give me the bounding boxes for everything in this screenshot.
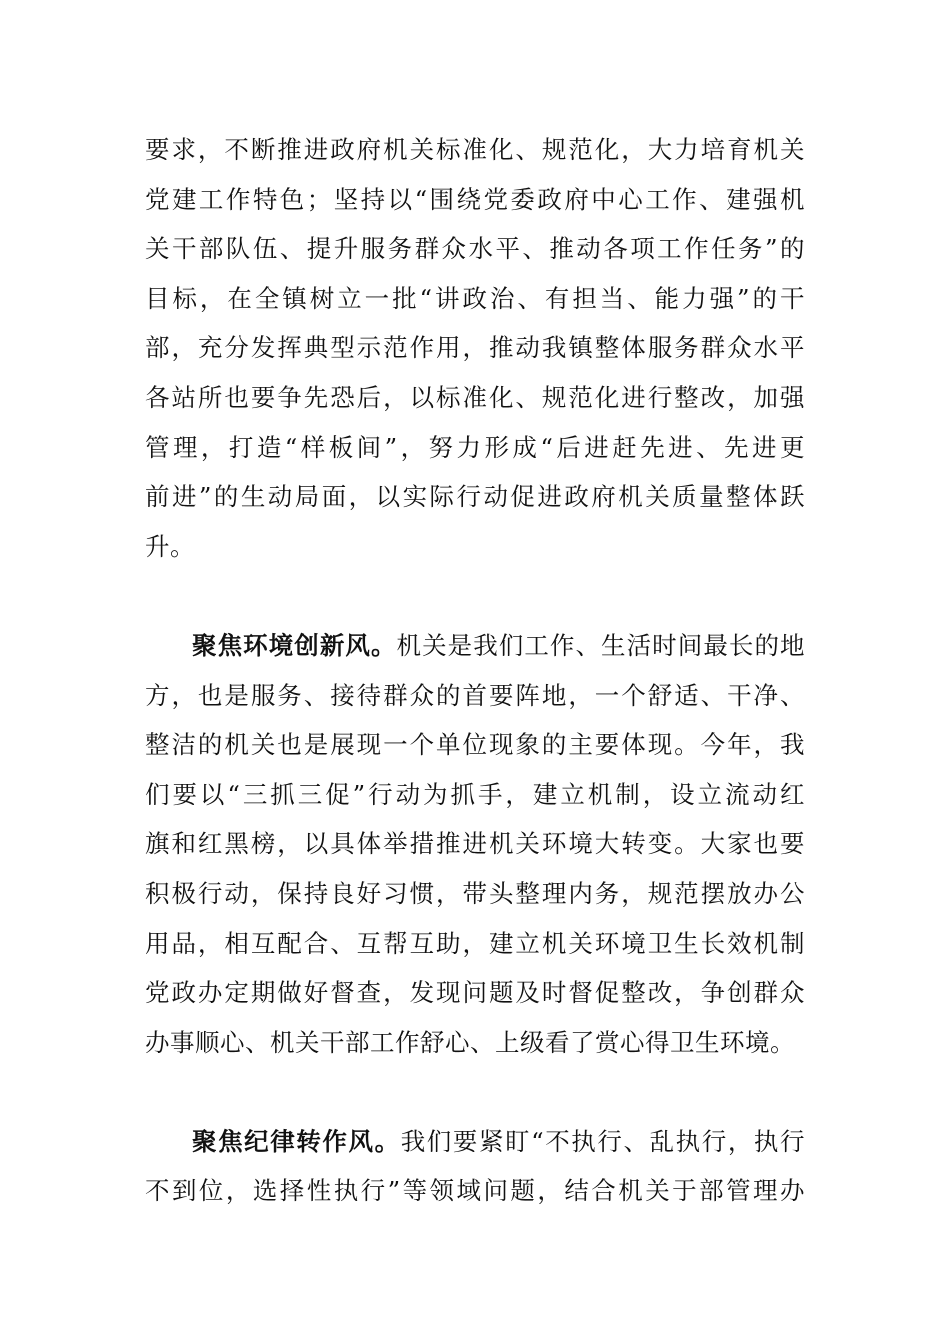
- text-line: 用品，相互配合、互帮互助，建立机关环境卫生长效机制: [145, 928, 805, 958]
- text-line: 们要以“三抓三促”行动为抓手，建立机制，设立流动红: [145, 779, 805, 809]
- paragraph-2: [145, 621, 805, 1067]
- text-line-rest: 机关是我们工作、生活时间最长的地: [396, 630, 806, 660]
- text-line: 党建工作特色；坚持以“围绕党委政府中心工作、建强机: [145, 184, 805, 214]
- text-line: 各站所也要争先恐后，以标准化、规范化进行整改，加强: [145, 382, 805, 412]
- text-line: 不到位，选择性执行”等领域问题，结合机关于部管理办: [145, 1176, 805, 1206]
- text-line: 部，充分发挥典型示范作用，推动我镇整体服务群众水平: [145, 333, 805, 363]
- paragraph-3: [145, 1117, 805, 1216]
- text-line: 管理，打造“样板间”，努力形成“后进赶先进、先进更: [145, 432, 805, 462]
- text-line: 要求，不断推进政府机关标准化、规范化，大力培育机关: [145, 135, 805, 164]
- text-line-rest: 我们要紧盯“不执行、乱执行，执行: [400, 1126, 805, 1156]
- text-line: 整洁的机关也是展现一个单位现象的主要体现。今年，我: [145, 730, 805, 760]
- paragraph-lead-heading: 聚焦环境创新风。: [192, 630, 397, 660]
- text-line: 积极行动，保持良好习惯，带头整理内务，规范摆放办公: [145, 878, 805, 908]
- text-line: 目标，在全镇树立一批“讲政治、有担当、能力强”的干: [145, 283, 805, 313]
- paragraph-gap: [145, 571, 805, 621]
- document-body: [145, 125, 805, 1216]
- text-line-first: [145, 1117, 805, 1167]
- text-line: 前进”的生动局面，以实际行动促进政府机关质量整体跃: [145, 482, 805, 512]
- text-line: 办事顺心、机关干部工作舒心、上级看了赏心得卫生环境。: [145, 1027, 795, 1057]
- text-line: 方，也是服务、接待群众的首要阵地，一个舒适、干净、: [145, 680, 805, 710]
- text-line: 关干部队伍、提升服务群众水平、推动各项工作任务”的: [145, 234, 805, 264]
- paragraph-1: [145, 125, 805, 571]
- paragraph-lead-heading: 聚焦纪律转作风。: [192, 1126, 401, 1156]
- text-line: 升。: [145, 531, 195, 561]
- text-line-first: [145, 621, 805, 671]
- text-line: 党政办定期做好督查，发现问题及时督促整改，争创群众: [145, 978, 805, 1008]
- paragraph-gap: [145, 1067, 805, 1117]
- text-line: 旗和红黑榜，以具体举措推进机关环境大转变。大家也要: [145, 829, 805, 859]
